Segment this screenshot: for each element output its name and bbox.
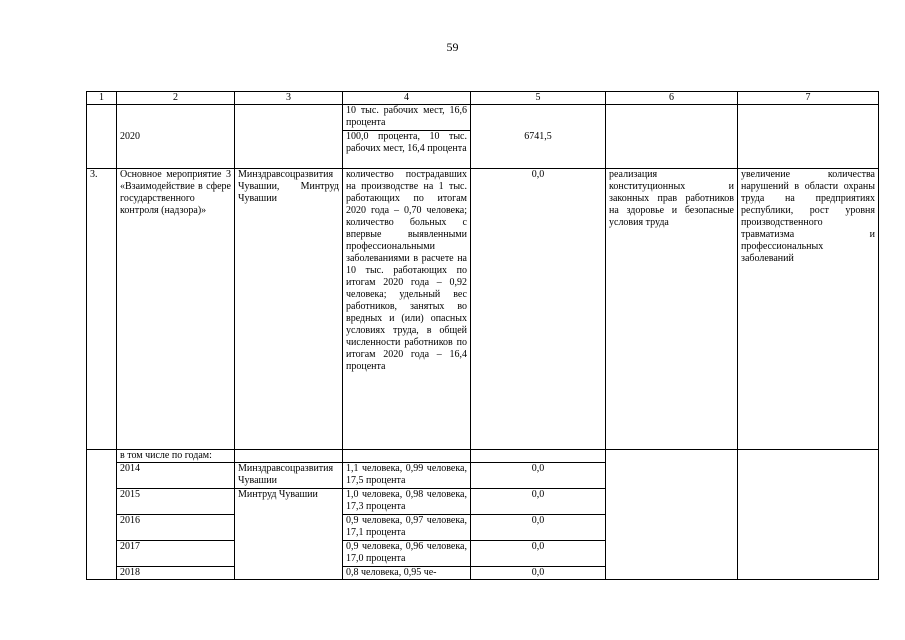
indicator-cell: 0,8 человека, 0,95 че-	[343, 567, 471, 580]
header-col-6: 6	[606, 92, 738, 105]
risk-cell: увеличение количества нарушений в области охраны труда на предприятиях республики, рост уровня производственного травматизма и профессиональных заболеваний	[738, 169, 879, 450]
indicator-cell: 10 тыс. рабочих мест, 16,6 процента	[343, 105, 471, 131]
header-col-7: 7	[738, 92, 879, 105]
header-col-2: 2	[117, 92, 235, 105]
expected-result-cell: реализация конституционных и законных прав работников на здоровье и безопасные условия труда	[606, 169, 738, 450]
year-cell: 2014	[117, 463, 235, 489]
header-col-1: 1	[87, 92, 117, 105]
page-number: 59	[446, 40, 459, 54]
year-cell: 2018	[117, 567, 235, 580]
amount-cell: 0,0	[471, 567, 606, 580]
amount-cell: 0,0	[471, 169, 606, 450]
amount-cell: 6741,5	[471, 131, 606, 169]
by-years-label: в том числе по годам:	[117, 450, 235, 463]
table-header-row	[87, 92, 879, 105]
table-row	[87, 450, 879, 463]
amount-cell: 0,0	[471, 541, 606, 567]
amount-cell: 0,0	[471, 463, 606, 489]
header-col-3: 3	[235, 92, 343, 105]
indicator-cell: 0,9 человека, 0,97 человека, 17,1 процента	[343, 515, 471, 541]
amount-cell: 0,0	[471, 515, 606, 541]
executor-cell: Минздравсоцразвития Чувашии	[235, 463, 343, 489]
row-number: 3.	[87, 169, 117, 450]
year-cell: 2015	[117, 489, 235, 515]
executor-cell: Минтруд Чувашии	[235, 489, 343, 580]
header-col-4: 4	[343, 92, 471, 105]
measure-name: Основное мероприятие 3 «Взаимодействие в сфере государственного контроля (надзора)»	[117, 169, 235, 450]
executor-cell: Минздравсоцразвития Чувашии, Минтруд Чувашии	[235, 169, 343, 450]
year-cell: 2017	[117, 541, 235, 567]
indicator-cell: 1,0 человека, 0,98 человека, 17,3 процента	[343, 489, 471, 515]
indicator-cell: 1,1 человека, 0,99 человека, 17,5 процента	[343, 463, 471, 489]
header-col-5: 5	[471, 92, 606, 105]
table-row	[87, 169, 879, 450]
program-table	[86, 91, 879, 580]
year-cell: 2016	[117, 515, 235, 541]
table-row	[87, 105, 879, 131]
indicator-cell: 100,0 процента, 10 тыс. рабочих мест, 16,4 процента	[343, 131, 471, 169]
year-cell: 2020	[117, 131, 235, 169]
indicator-cell: количество пострадавших на производстве на 1 тыс. работающих по итогам 2020 года – 0,70 человека; количество больных с впервые выявленными профессиональными заболеваниями в расчете на 10 тыс. работающих по итогам 2020 года – 0,92 человека; удельный вес работников, занятых во вредных и (или) опасных условиях труда, в общей численности работников по итогам 2020 года – 16,4 процента	[343, 169, 471, 450]
amount-cell: 0,0	[471, 489, 606, 515]
indicator-cell: 0,9 человека, 0,96 человека, 17,0 процента	[343, 541, 471, 567]
